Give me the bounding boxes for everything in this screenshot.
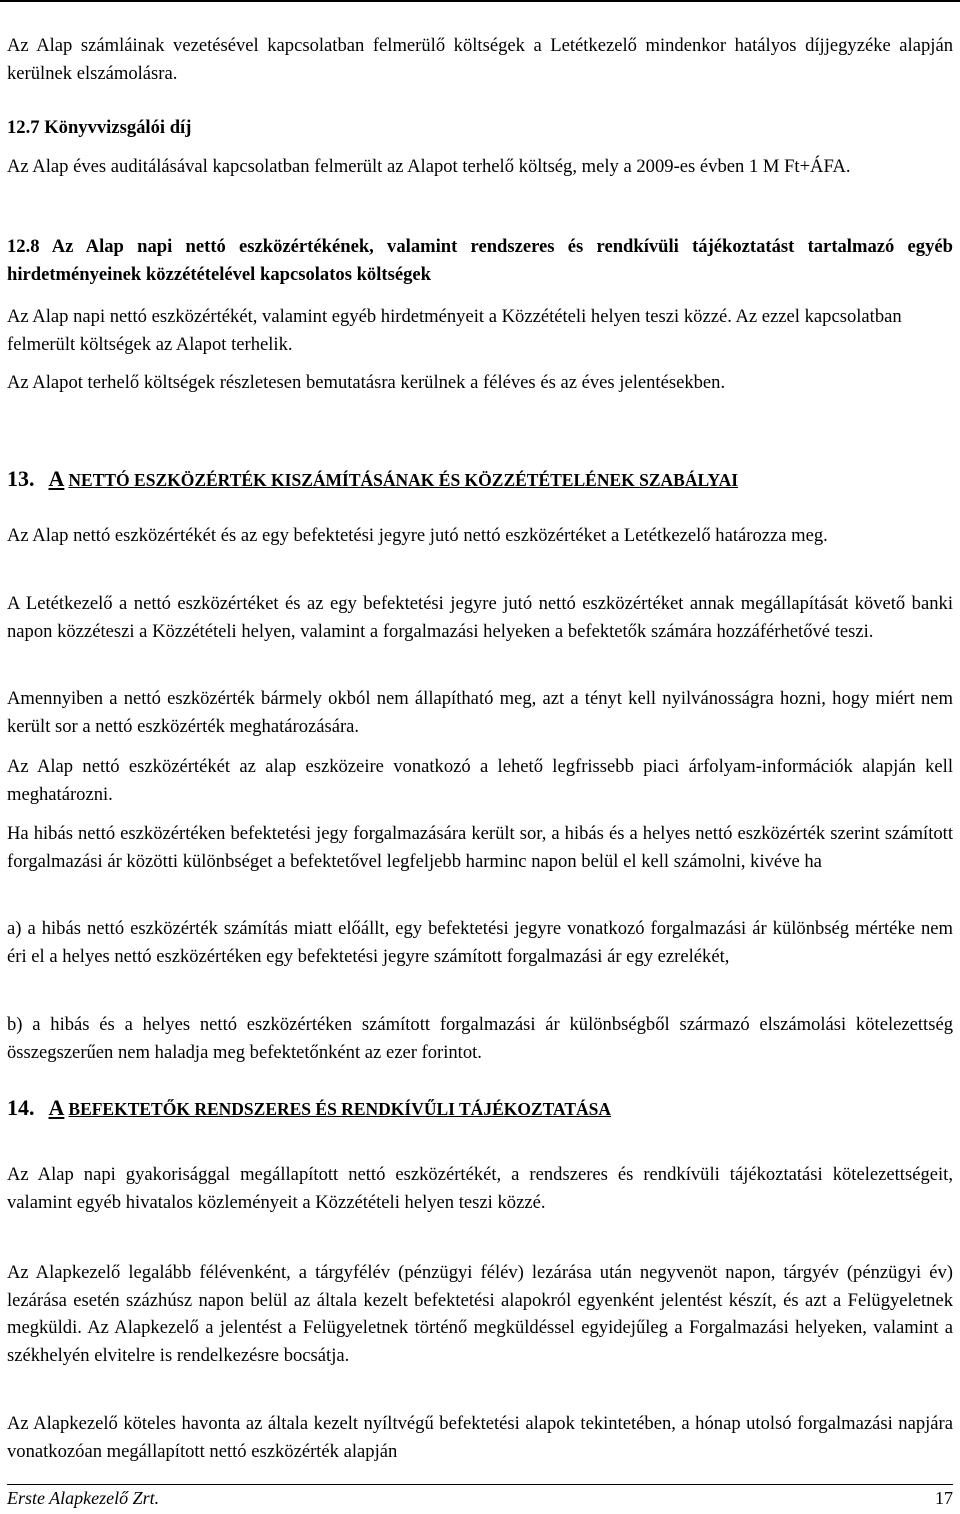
section-13-number: 13. bbox=[7, 466, 35, 491]
section-13-heading bbox=[7, 464, 953, 497]
page-footer bbox=[7, 1484, 953, 1509]
monthly-report-paragraph: Az Alapkezelő köteles havonta az általa kezelt nyíltvégű befektetési alapok tekintetében, a hónap utolsó forgalmazási napjára vonatkozóan megállapított nettó eszközérték alapján bbox=[7, 1413, 953, 1462]
section-13-first-letter: A bbox=[48, 466, 65, 491]
nav-market-info-paragraph: Az Alap nettó eszközértékét az alap eszközeire vonatkozó a lehető legfrissebb piaci árfolyam-információk alapján kell meghatározni. bbox=[7, 756, 953, 805]
footer-company: Erste Alapkezelő Zrt. bbox=[7, 1488, 160, 1508]
subsection-heading-12-7: 12.7 Könyvvizsgálói díj bbox=[7, 117, 192, 138]
section-14-heading bbox=[7, 1093, 953, 1126]
section-14-first-letter: A bbox=[48, 1095, 65, 1120]
page-number: 17 bbox=[935, 1488, 953, 1508]
exception-b-paragraph: b) a hibás és a helyes nettó eszközértéken számított forgalmazási ár különbségből származó elszámolási kötelezettség összegszerűen nem haladja meg befektetőnként az ezer forintot. bbox=[7, 1014, 953, 1063]
semiannual-report-paragraph: Az Alapkezelő legalább félévenként, a tárgyfélév (pénzügyi félév) lezárása után negyvenöt napon, tárgyév (pénzügyi év) lezárása esetén százhúsz napon belül az általa kezelt befektetési alapokról egyenként jelentést készít, és azt a Felügyeletnek megküldi. Az Alapkezelő a jelentést a Felügyeletnek történő megküldéssel egyidejűleg a Forgalmazási helyeken, valamint a székhelyén elvitelre is rendelkezésre bocsátja. bbox=[7, 1262, 953, 1366]
section-13-title: NETTÓ ESZKÖZÉRTÉK KISZÁMÍTÁSÁNAK ÉS KÖZZÉTÉTELÉNEK SZABÁLYAI bbox=[68, 470, 739, 490]
section-14-title: BEFEKTETŐK RENDSZERES ÉS RENDKÍVŰLI TÁJÉKOZTATÁSA bbox=[68, 1099, 612, 1119]
nav-determination-paragraph: Az Alap nettó eszközértékét és az egy befektetési jegyre jutó nettó eszközértéket a Letétkezelő határozza meg. bbox=[7, 525, 828, 546]
subsection-heading-12-8: 12.8 Az Alap napi nettó eszközértékének, valamint rendszeres és rendkívüli tájékoztatást tartalmazó egyéb hirdetményeinek közzétételével kapcsolatos költségek bbox=[7, 236, 953, 285]
top-border-line bbox=[0, 0, 960, 2]
reporting-paragraph: Az Alapot terhelő költségek részletesen bemutatásra kerülnek a féléves és az éves jelentésekben. bbox=[7, 372, 726, 393]
nav-undeterminable-paragraph: Amennyiben a nettó eszközérték bármely okból nem állapítható meg, azt a tényt kell nyilvánosságra hozni, hogy miért nem került sor a nettó eszközérték meghatározására. bbox=[7, 688, 953, 737]
nav-error-paragraph: Ha hibás nettó eszközértéken befektetési jegy forgalmazására került sor, a hibás és a helyes nettó eszközérték szerint számított forgalmazási ár közötti különbséget a befektetővel legfeljebb harminc napon belül el kell számolni, kivéve ha bbox=[7, 823, 953, 872]
section-14-number: 14. bbox=[7, 1095, 35, 1120]
audit-fee-paragraph: Az Alap éves auditálásával kapcsolatban felmerült az Alapot terhelő költség, mely a 2009-es évben 1 M Ft+ÁFA. bbox=[7, 156, 851, 177]
exception-a-paragraph: a) a hibás nettó eszközérték számítás miatt előállt, egy befektetési jegyre vonatkozó forgalmazási ár különbség mértéke nem éri el a helyes nettó eszközértéken egy befektetési jegyre számított forgalmazási ár egy ezrelékét, bbox=[7, 918, 953, 967]
daily-information-paragraph: Az Alap napi gyakorisággal megállapított nettó eszközértékét, a rendszeres és rendkívüli tájékoztatási kötelezettségeit, valamint egyéb hivatalos közleményeit a Közzétételi helyen teszi közzé. bbox=[7, 1164, 953, 1213]
publication-costs-paragraph: Az Alap napi nettó eszközértékét, valamint egyéb hirdetményeit a Közzétételi helyen teszi közzé. Az ezzel kapcsolatban felmerült költségek az Alapot terhelik. bbox=[7, 306, 902, 355]
nav-publication-paragraph: A Letétkezelő a nettó eszközértéket és az egy befektetési jegyre jutó nettó eszközértéket annak megállapítását követő banki napon közzéteszi a Közzétételi helyen, valamint a forgalmazási helyeken a befektetők számára hozzáférhetővé teszi. bbox=[7, 593, 953, 642]
custody-fees-paragraph: Az Alap számláinak vezetésével kapcsolatban felmerülő költségek a Letétkezelő mindenkor hatályos díjjegyzéke alapján kerülnek elszámolásra. bbox=[7, 35, 953, 84]
